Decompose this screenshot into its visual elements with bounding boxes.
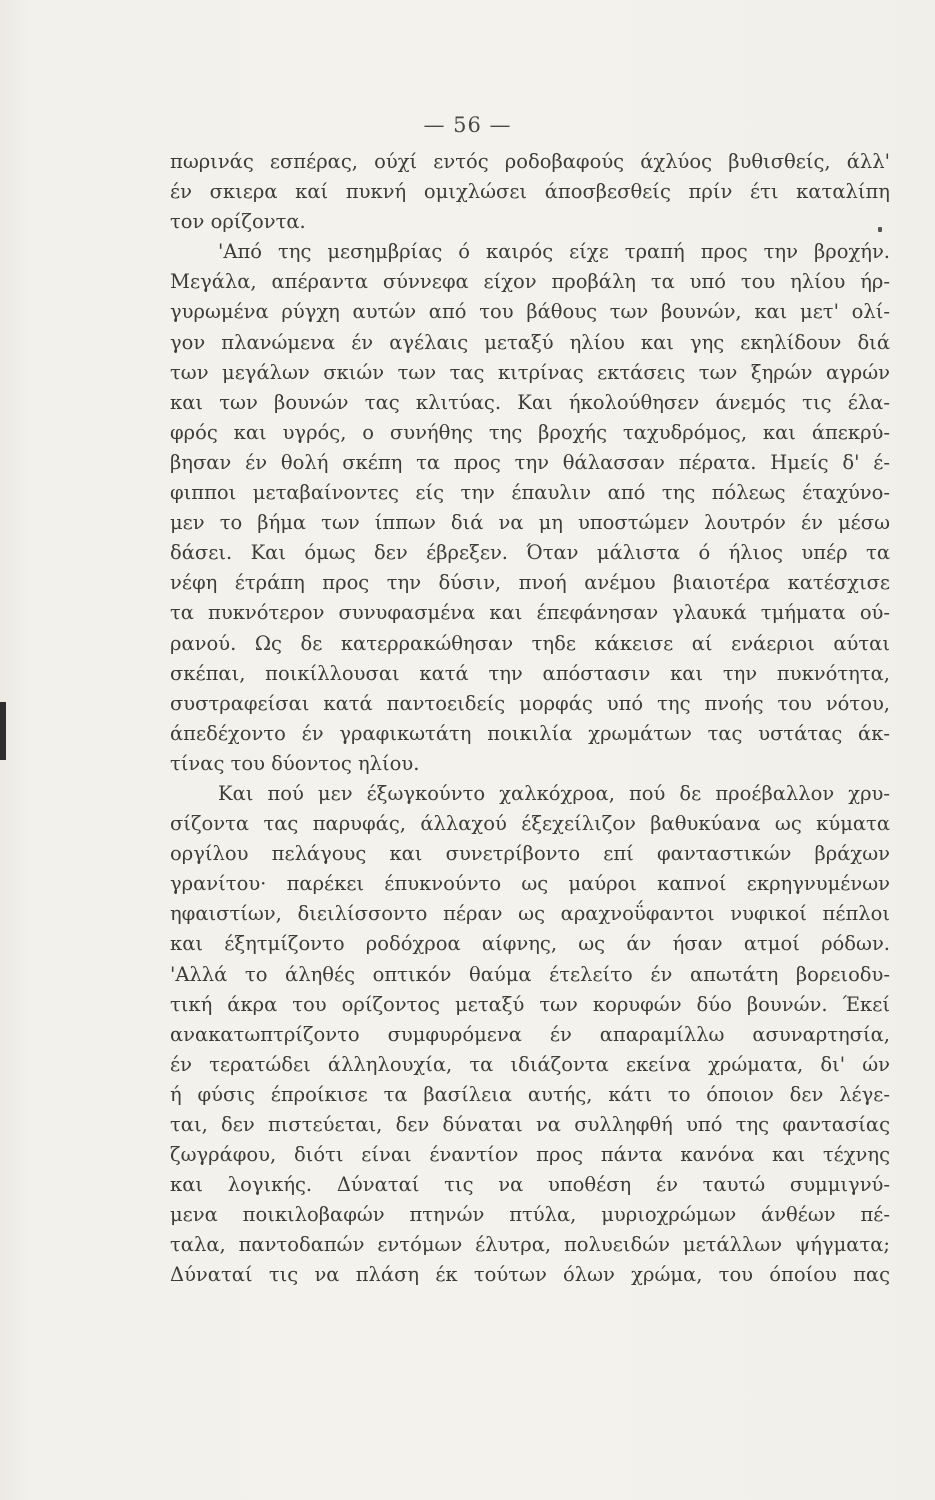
text-line: σκέπαι, ποικίλλουσαι κατά την απόστασιν και την πυκνότητα, <box>170 661 890 685</box>
text-line: και των βουνών τας κλιτύας. Και ήκολούθησεν άνεμός τις έλα- <box>170 390 890 414</box>
body-text <box>170 147 890 1291</box>
ink-speck <box>878 227 882 232</box>
text-line: τον ορίζοντα. <box>170 210 306 234</box>
text-line: δάσει. Και όμως δεν έβρεξεν. Όταν μάλιστα ό ήλιος υπέρ τα <box>170 541 890 565</box>
text-line: γυρωμένα ρύγχη αυτών από του βάθους των βουνών, και μετ' ολί- <box>170 300 890 324</box>
text-line: ή φύσις έπροίκισε τα βασίλεια αυτής, κάτι το όποιον δεν λέγε- <box>170 1082 890 1106</box>
text-line: νέφη έτράπη προς την δύσιν, πνοή ανέμου βιαιοτέρα κατέσχισε <box>170 571 890 595</box>
text-line: ταλα, παντοδαπών εντόμων έλυτρα, πολυειδών μετάλλων ψήγματα; <box>170 1233 890 1257</box>
text-line: τίνας του δύοντος ηλίου. <box>170 751 420 775</box>
text-line: Μεγάλα, απέραντα σύννεφα είχον προβάλη τα υπό του ηλίου ήρ- <box>170 270 890 294</box>
text-line: έν τερατώδει άλληλουχία, τα ιδιάζοντα εκείνα χρώματα, δι' ών <box>170 1052 890 1076</box>
text-line: ανακατωπτρίζοντο συμφυρόμενα έν απαραμίλλω ασυναρτησία, <box>170 1022 890 1046</box>
text-line: 'Αλλά το άληθές οπτικόν θαύμα έτελείτο έν απωτάτη βορειοδυ- <box>170 962 890 986</box>
text-line: βησαν έν θολή σκέπη τα προς την θάλασσαν πέρατα. Ημείς δ' έ- <box>170 450 890 474</box>
scan-edge-mark <box>0 702 6 760</box>
text-line: ται, δεν πιστεύεται, δεν δύναται να συλληφθή υπό της φαντασίας <box>170 1113 890 1136</box>
text-line: Και πού μεν έξωγκούντο χαλκόχροα, πού δε προέβαλλον χρυ- <box>218 781 890 805</box>
text-line: τα πυκνότερον συνυφασμένα και έπεφάνησαν γλαυκά τμήματα ού- <box>170 601 890 625</box>
text-line: φρός και υγρός, ο συνήθης της βροχής ταχυδρόμος, και άπεκρύ- <box>170 420 890 444</box>
text-line: τική άκρα του ορίζοντος μεταξύ των κορυφών δύο βουνών. Έκεί <box>170 992 890 1016</box>
text-line: 'Από της μεσημβρίας ό καιρός είχε τραπή προς την βροχήν. <box>218 240 890 264</box>
text-line: γον πλανώμενα έν αγέλαις μεταξύ ηλίου και γης εκηλίδουν διά <box>170 330 890 354</box>
text-line: φιπποι μεταβαίνοντες είς την έπαυλιν από της πόλεως έταχύνο- <box>170 481 890 505</box>
text-line: έν σκιερα καί πυκνή ομιχλώσει άποσβεσθείς πρίν έτι καταλίπη <box>170 180 890 204</box>
text-line: και λογικής. Δύναταί τις να υποθέση έν ταυτώ συμμιγνύ- <box>170 1173 890 1197</box>
text-line: άπεδέχοντο έν γραφικωτάτη ποικιλία χρωμάτων τας υστάτας άκ- <box>170 721 890 745</box>
text-line: μενα ποικιλοβαφών πτηνών πτύλα, μυριοχρώμων άνθέων πέ- <box>170 1203 890 1227</box>
page-number: — 56 — <box>423 113 512 137</box>
text-line: ηφαιστίων, διειλίσσοντο πέραν ως αραχνοΰφαντοι νυφικοί πέπλοι <box>170 902 890 926</box>
text-line: Δύναταί τις να πλάση έκ τούτων όλων χρώμα, του όποίου πας <box>170 1263 890 1287</box>
text-line: μεν το βήμα των ίππων διά να μη υποστώμεν λουτρόν έν μέσω <box>170 511 890 535</box>
text-line: ζωγράφου, διότι είναι έναντίον προς πάντα κανόνα και τέχνης <box>170 1143 890 1167</box>
text-line: σίζοντα τας παρυφάς, άλλαχού έξεχείλιζον βαθυκύανα ως κύματα <box>170 812 890 836</box>
text-line: οργίλου πελάγους και συνετρίβοντο επί φανταστικών βράχων <box>170 842 890 866</box>
text-line: γρανίτου· παρέκει έπυκνούντο ως μαύροι καπνοί εκρηγνυμένων <box>170 872 890 896</box>
text-line: πωρινάς εσπέρας, ούχί εντός ροδοβαφούς άχλύος βυθισθείς, άλλ' <box>170 150 890 173</box>
text-line: συστραφείσαι κατά παντοειδείς μορφάς υπό της πνοής του νότου, <box>170 691 890 715</box>
text-line: των μεγάλων σκιών των τας κιτρίνας εκτάσεις των ξηρών αγρών <box>170 360 890 384</box>
text-line: και έξητμίζοντο ροδόχροα αίφνης, ως άν ήσαν ατμοί ρόδων. <box>170 932 890 956</box>
text-line: ρανού. Ως δε κατερρακώθησαν τηδε κάκεισε αί ενάεριοι αύται <box>170 631 890 655</box>
